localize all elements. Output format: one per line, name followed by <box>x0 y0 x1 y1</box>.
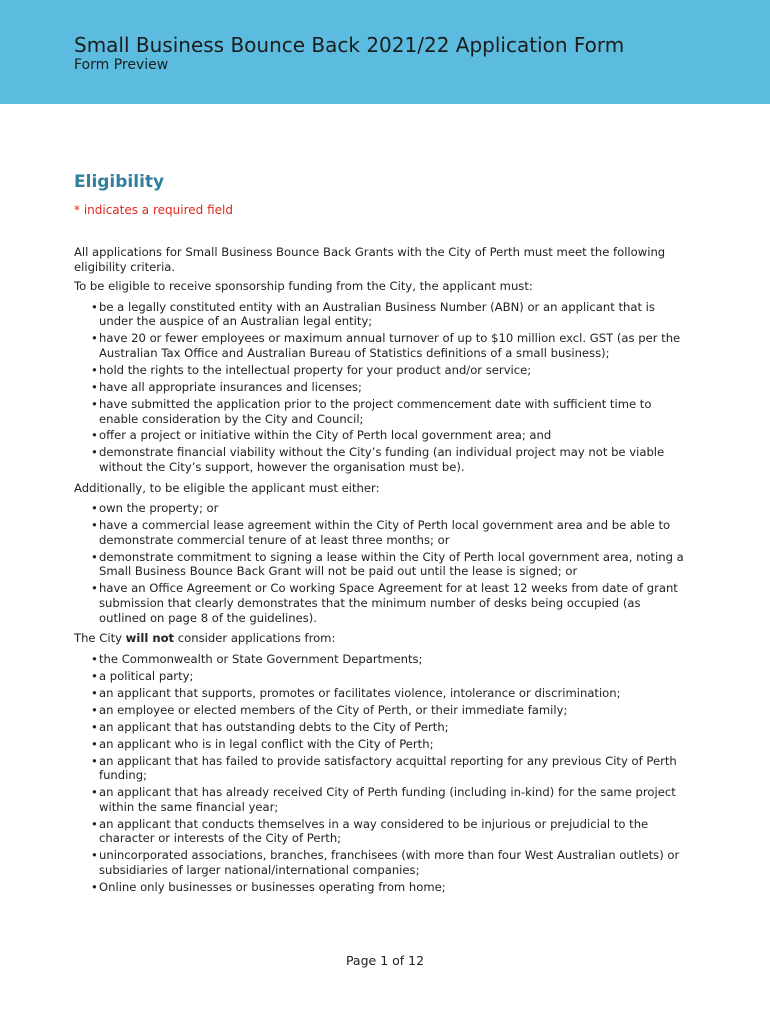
form-title: Small Business Bounce Back 2021/22 Application Form <box>74 33 625 57</box>
either-list <box>74 501 684 625</box>
page-number: Page 1 of 12 <box>345 953 425 968</box>
not-heading-pre: The City <box>74 631 126 646</box>
list-item: • have submitted the application prior to the project commencement date with sufficient time to enable consideration by the City and Council; <box>91 397 684 426</box>
list-item: • own the property; or <box>91 501 684 516</box>
list-item: • demonstrate commitment to signing a lease within the City of Perth local government area, noting a Small Business Bounce Back Grant will not be paid out until the lease is signed; or <box>91 550 684 579</box>
list-item: • have a commercial lease agreement within the City of Perth local government area and be able to demonstrate commercial tenure of at least three months; or <box>91 518 684 547</box>
list-item: • unincorporated associations, branches, franchisees (with more than four West Australian outlets) or subsidiaries of larger national/international companies; <box>91 848 684 877</box>
list-item: • have an Office Agreement or Co working Space Agreement for at least 12 weeks from date of grant submission that clearly demonstrates that the minimum number of desks being occupied (as outlined on page 8 of the guidelines). <box>91 581 684 625</box>
list-item: • be a legally constituted entity with an Australian Business Number (ABN) or an applicant that is under the auspice of an Australian legal entity; <box>91 300 684 329</box>
intro-paragraph: All applications for Small Business Bounce Back Grants with the City of Perth must meet the following eligibility criteria. <box>74 245 666 274</box>
list-item: • a political party; <box>91 669 684 684</box>
list-item: • an applicant that supports, promotes or facilitates violence, intolerance or discrimination; <box>91 686 684 701</box>
header-banner <box>0 0 770 104</box>
either-heading: Additionally, to be eligible the applicant must either: <box>74 480 380 495</box>
list-item: • have 20 or fewer employees or maximum annual turnover of up to $10 million excl. GST (as per the Australian Tax Office and Australian Bureau of Statistics definitions of a small business); <box>91 331 684 360</box>
list-item: • an applicant who is in legal conflict with the City of Perth; <box>91 737 684 752</box>
not-heading <box>74 631 684 646</box>
not-heading-post: consider applications from: <box>174 631 336 646</box>
must-heading: To be eligible to receive sponsorship funding from the City, the applicant must: <box>74 279 533 294</box>
list-item: • the Commonwealth or State Government Departments; <box>91 652 684 667</box>
list-item: • an applicant that has already received City of Perth funding (including in-kind) for the same project within the same financial year; <box>91 785 684 814</box>
required-field-note: * indicates a required field <box>74 203 233 217</box>
form-content <box>74 170 684 901</box>
must-list <box>74 300 684 475</box>
list-item: • an applicant that has failed to provide satisfactory acquittal reporting for any previous City of Perth funding; <box>91 754 684 783</box>
list-item: • an applicant that conducts themselves in a way considered to be injurious or prejudicial to the character or interests of the City of Perth; <box>91 817 684 846</box>
form-subtitle: Form Preview <box>74 57 169 73</box>
list-item: • an employee or elected members of the City of Perth, or their immediate family; <box>91 703 684 718</box>
list-item: • offer a project or initiative within the City of Perth local government area; and <box>91 428 684 443</box>
not-heading-bold: will not <box>125 631 175 646</box>
list-item: • an applicant that has outstanding debts to the City of Perth; <box>91 720 684 735</box>
list-item: • have all appropriate insurances and licenses; <box>91 380 684 395</box>
list-item: • Online only businesses or businesses operating from home; <box>91 880 684 895</box>
list-item: • hold the rights to the intellectual property for your product and/or service; <box>91 363 684 378</box>
list-item: • demonstrate financial viability without the City’s funding (an individual project may not be viable without the City’s support, however the organisation must be). <box>91 445 684 474</box>
not-list <box>74 652 684 895</box>
section-title: Eligibility <box>74 172 165 192</box>
